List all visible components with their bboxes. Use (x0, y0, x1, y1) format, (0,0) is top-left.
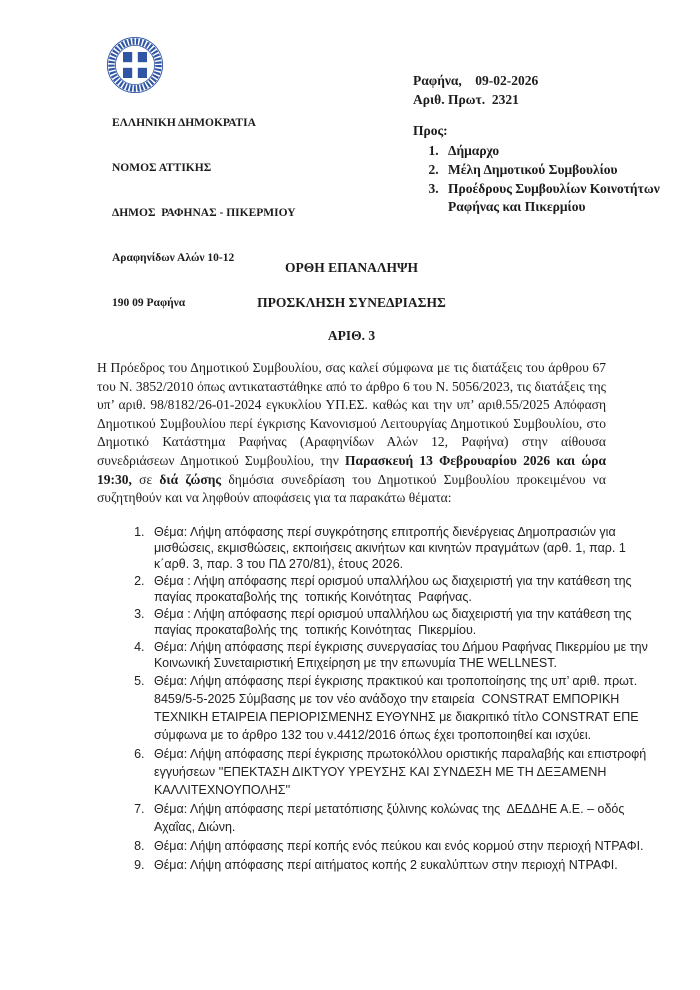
agenda-item-4: 4. Θέμα: Λήψη απόφασης περί έγκρισης συνεργασίας του Δήμου Ραφήνας Πικερμίου με την Κοινωνική Συνεταιριστική Επιχείρηση με την επωνυμία THE WELLNEST. (148, 639, 655, 671)
date-line: Ραφήνα, 09-02-2026 (413, 73, 539, 88)
correspondence-block (413, 72, 685, 217)
recipients-label: Προς: (413, 123, 448, 138)
agency-line-municipality: ΔΗΜΟΣ ΡΑΦΗΝΑΣ - ΠΙΚΕΡΜΙΟΥ (112, 207, 296, 219)
agenda-list (97, 524, 655, 875)
session-datetime: Παρασκευή 13 Φεβρουαρίου 2026 και ώρα 19:30, (97, 452, 606, 487)
agenda-item-1: 1. Θέμα: Λήψη απόφασης περί συγκρότησης επιτροπής διενέργειας Δημοπρασιών για μισθώσεις, εκμισθώσεις, εκποιήσεις ακινήτων και κινητών πραγμάτων (αρθ. 1, παρ. 1 κ΄αρθ. 3, παρ. 3 του ΠΔ 270/81), έτους 2026. (148, 524, 655, 572)
agency-line-address: Αραφηνίδων Αλών 10-12 (112, 252, 235, 264)
session-mode: διά ζώσης (159, 471, 222, 487)
recipient-item-mayor: 1. Δήμαρχο (442, 142, 685, 160)
agenda-item-7: 7. Θέμα: Λήψη απόφασης περί μετατόπισης ξύλινης κολώνας της ΔΕΔΔΗΕ Α.Ε. – οδός Αχαΐας, Διώνη. (148, 800, 655, 836)
agenda-item-8: 8. Θέμα: Λήψη απόφασης περί κοπής ενός πεύκου και ενός κορμού στην περιοχή ΝΤΡΑΦΙ. (148, 837, 655, 855)
titles-block (97, 260, 606, 344)
invitation-title: ΠΡΟΣΚΛΗΣΗ ΣΥΝΕΔΡΙΑΣΗΣ (257, 295, 446, 310)
agenda-item-2: 2. Θέμα : Λήψη απόφασης περί ορισμού υπαλλήλου ως διαχειριστή για την κατάθεση της παγίας προκαταβολής της τοπικής Κοινότητας Ραφήνας. (148, 573, 655, 605)
agenda-item-9: 9. Θέμα: Λήψη απόφασης περί αιτήματος κοπής 2 ευκαλύπτων στην περιοχή ΝΤΡΑΦΙ. (148, 856, 655, 874)
intro-text-2: σε (131, 471, 160, 487)
protocol-number: Αριθ. Πρωτ. 2321 (413, 92, 519, 107)
recipients-list (413, 142, 685, 216)
intro-text-3: δημόσια συνεδρίαση του Δημοτικού Συμβουλίου προκειμένου να συζητηθούν και να ληφθούν αποφάσεις για τα παρακάτω θέματα: (97, 471, 606, 506)
correction-title: ΟΡΘΗ ΕΠΑΝΑΛΗΨΗ (284, 260, 419, 275)
agency-line-republic: ΕΛΛΗΝΙΚΗ ΔΗΜΟΚΡΑΤΙΑ (112, 117, 256, 129)
agency-line-postal: 190 09 Ραφήνα (112, 297, 186, 309)
intro-text-1: Η Πρόεδρος του Δημοτικού Συμβουλίου, σας καλεί σύμφωνα με τις διατάξεις του άρθρου 67 του Ν. 3852/2010 όπως αντικαταστάθηκε από το άρθρο 6 του Ν. 5056/2023, τις διατάξεις της υπ’ αριθ. 98/8182/26-01-2024 εγκυκλίου ΥΠ.ΕΣ. καθώς και την υπ’ αριθ.55/2025 Απόφαση Δημοτικού Συμβουλίου περί έγκρισης Κανονισμού Λειτουργίας Δημοτικού Συμβουλίου, στο Δημοτικό Κατάστημα Ραφήνας (Αραφηνίδων Αλών 12, Ραφήνα) στην αίθουσα συνεδριάσεων Δημοτικού Συμβουλίου, την (97, 360, 606, 468)
agenda-item-5: 5. Θέμα: Λήψη απόφασης περί έγκρισης πρακτικού και τροποποίησης της υπ’ αριθ. πρωτ. 8459/5-5-2025 Σύμβασης με τον νέο ανάδοχο την εταιρεία CONSTRAT ΕΜΠΟΡΙΚΗ ΤΕΧΝΙΚΗ ΕΤΑΙΡΕΙΑ ΠΕΡΙΟΡΙΣΜΕΝΗΣ ΕΥΘΥΝΗΣ με διακριτικό τίτλο CONSTRAT ΕΠΕ σύμφωνα με το άρθρο 132 του ν.4412/2016 όπως έχει τροποποιηθεί και ισχύει. (148, 672, 655, 744)
recipient-item-council-members: 2. Μέλη Δημοτικού Συμβουλίου (442, 161, 685, 179)
agenda-item-6: 6. Θέμα: Λήψη απόφασης περί έγκρισης πρωτοκόλλου οριστικής παραλαβής και επιστροφή εγγυήσεων ''ΕΠΕΚΤΑΣΗ ΔΙΚΤΥΟΥ ΥΡΕΥΣΗΣ ΚΑΙ ΣΥΝΔΕΣΗ ΜΕ ΤΗ ΔΕΞΑΜΕΝΗ ΚΑΛΛΙΤΕΧΝΟΥΠΟΛΗΣ'' (148, 745, 655, 799)
agenda-item-3: 3. Θέμα : Λήψη απόφασης περί ορισμού υπαλλήλου ως διαχειριστή για την κατάθεση της παγίας προκαταβολής της τοπικής Κοινότητας Πικερμίου. (148, 606, 655, 638)
session-number-title: ΑΡΙΘ. 3 (327, 328, 376, 343)
invitation-body (97, 359, 606, 508)
recipient-item-community-presidents: 3. Προέδρους Συμβουλίων Κοινοτήτων Ραφήνας και Πικερμίου (442, 180, 685, 216)
agency-line-prefecture: ΝΟΜΟΣ ΑΤΤΙΚΗΣ (112, 162, 212, 174)
